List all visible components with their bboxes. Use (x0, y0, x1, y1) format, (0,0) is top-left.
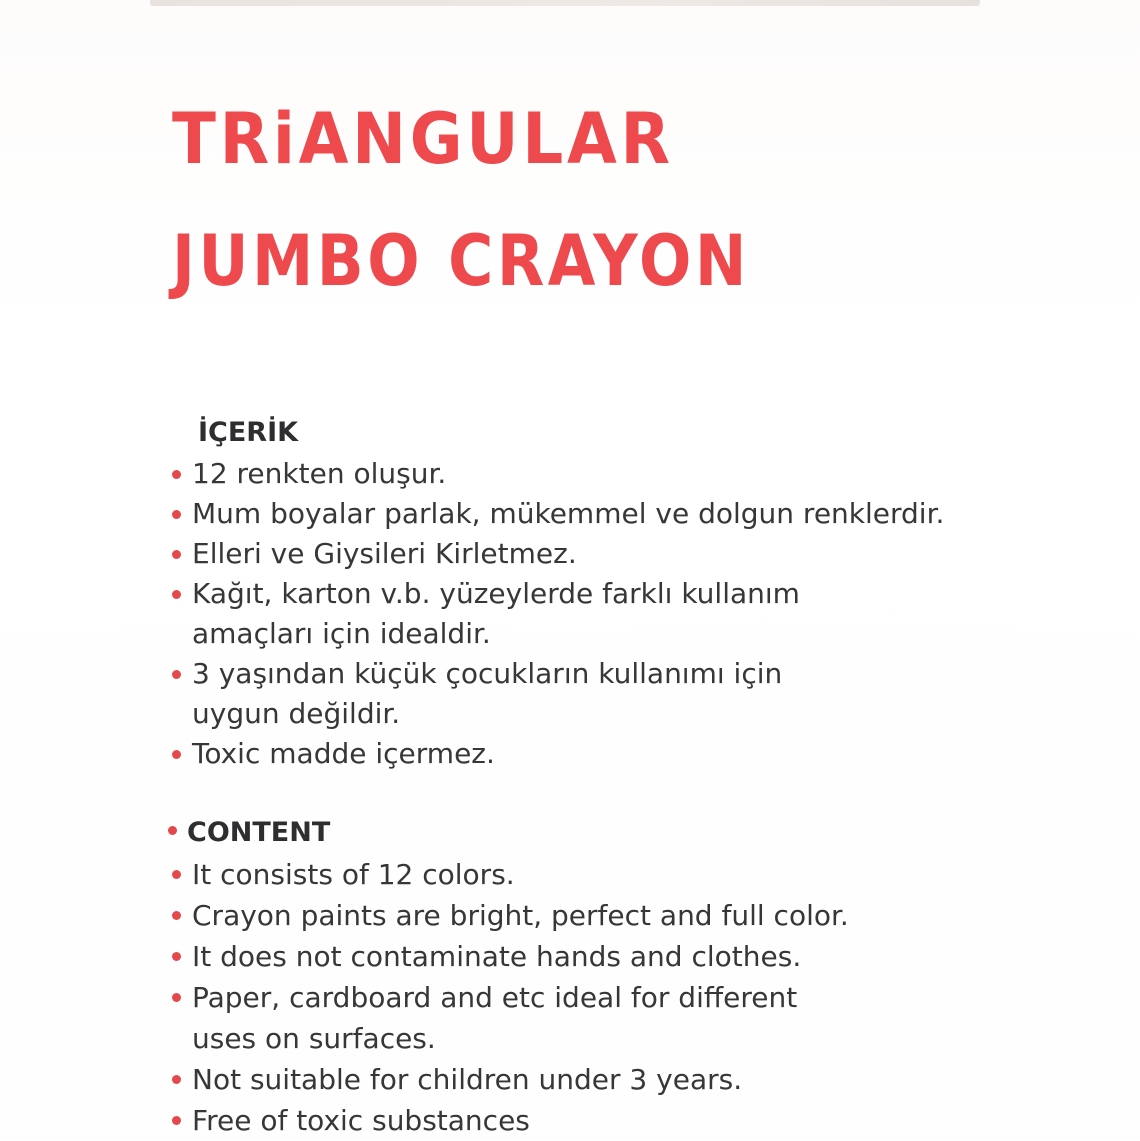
turkish-list (168, 454, 1068, 774)
list-item-text: 12 renkten oluşur. (192, 457, 447, 490)
list-item (168, 895, 1068, 936)
list-item (168, 454, 1068, 494)
list-item (168, 1059, 1068, 1100)
bullet-icon (172, 1075, 181, 1084)
list-item-text: Elleri ve Giysileri Kirletmez. (192, 537, 577, 570)
label-top-edge (150, 0, 980, 6)
list-item (168, 534, 1068, 574)
english-section (168, 812, 1068, 1141)
list-item (168, 854, 1068, 895)
list-item (168, 936, 1068, 977)
english-heading-row (168, 812, 1068, 854)
turkish-section (168, 412, 1068, 774)
list-item-text: 3 yaşından küçük çocukların kullanımı için uygun değildir. (192, 657, 783, 730)
bullet-icon (172, 993, 181, 1002)
title-line-2: JUMBO CRAYON (172, 220, 750, 302)
list-item-text: Toxic madde içermez. (192, 737, 495, 770)
title-line-1: TRiANGULAR (172, 98, 674, 180)
list-item-text: Mum boyalar parlak, mükemmel ve dolgun renklerdir. (192, 497, 945, 530)
turkish-heading: İÇERİK (198, 417, 299, 448)
bullet-icon (172, 952, 181, 961)
bullet-icon (172, 590, 181, 599)
bullet-icon (168, 826, 177, 835)
bullet-icon (172, 870, 181, 879)
bullet-icon (172, 470, 181, 479)
english-list (168, 854, 1068, 1141)
list-item (168, 494, 1068, 534)
bullet-icon (172, 911, 181, 920)
list-item-text: Paper, cardboard and etc ideal for different uses on surfaces. (192, 981, 798, 1055)
bullet-icon (172, 1116, 181, 1125)
bullet-icon (172, 550, 181, 559)
list-item-text: Not suitable for children under 3 years. (192, 1063, 743, 1096)
list-item-text: It consists of 12 colors. (192, 858, 515, 891)
list-item (168, 1100, 1068, 1141)
bullet-icon (172, 750, 181, 759)
list-item-text: Crayon paints are bright, perfect and full color. (192, 899, 849, 932)
list-item (168, 654, 1068, 734)
list-item (168, 574, 1068, 654)
list-item-text: Free of toxic substances (192, 1104, 530, 1137)
list-item (168, 977, 1068, 1059)
list-item-text: It does not contaminate hands and clothes. (192, 940, 802, 973)
bullet-icon (172, 670, 181, 679)
bullet-icon (172, 510, 181, 519)
english-heading: CONTENT (187, 817, 331, 848)
list-item-text: Kağıt, karton v.b. yüzeylerde farklı kullanım amaçları için idealdir. (192, 577, 800, 650)
list-item (168, 734, 1068, 774)
